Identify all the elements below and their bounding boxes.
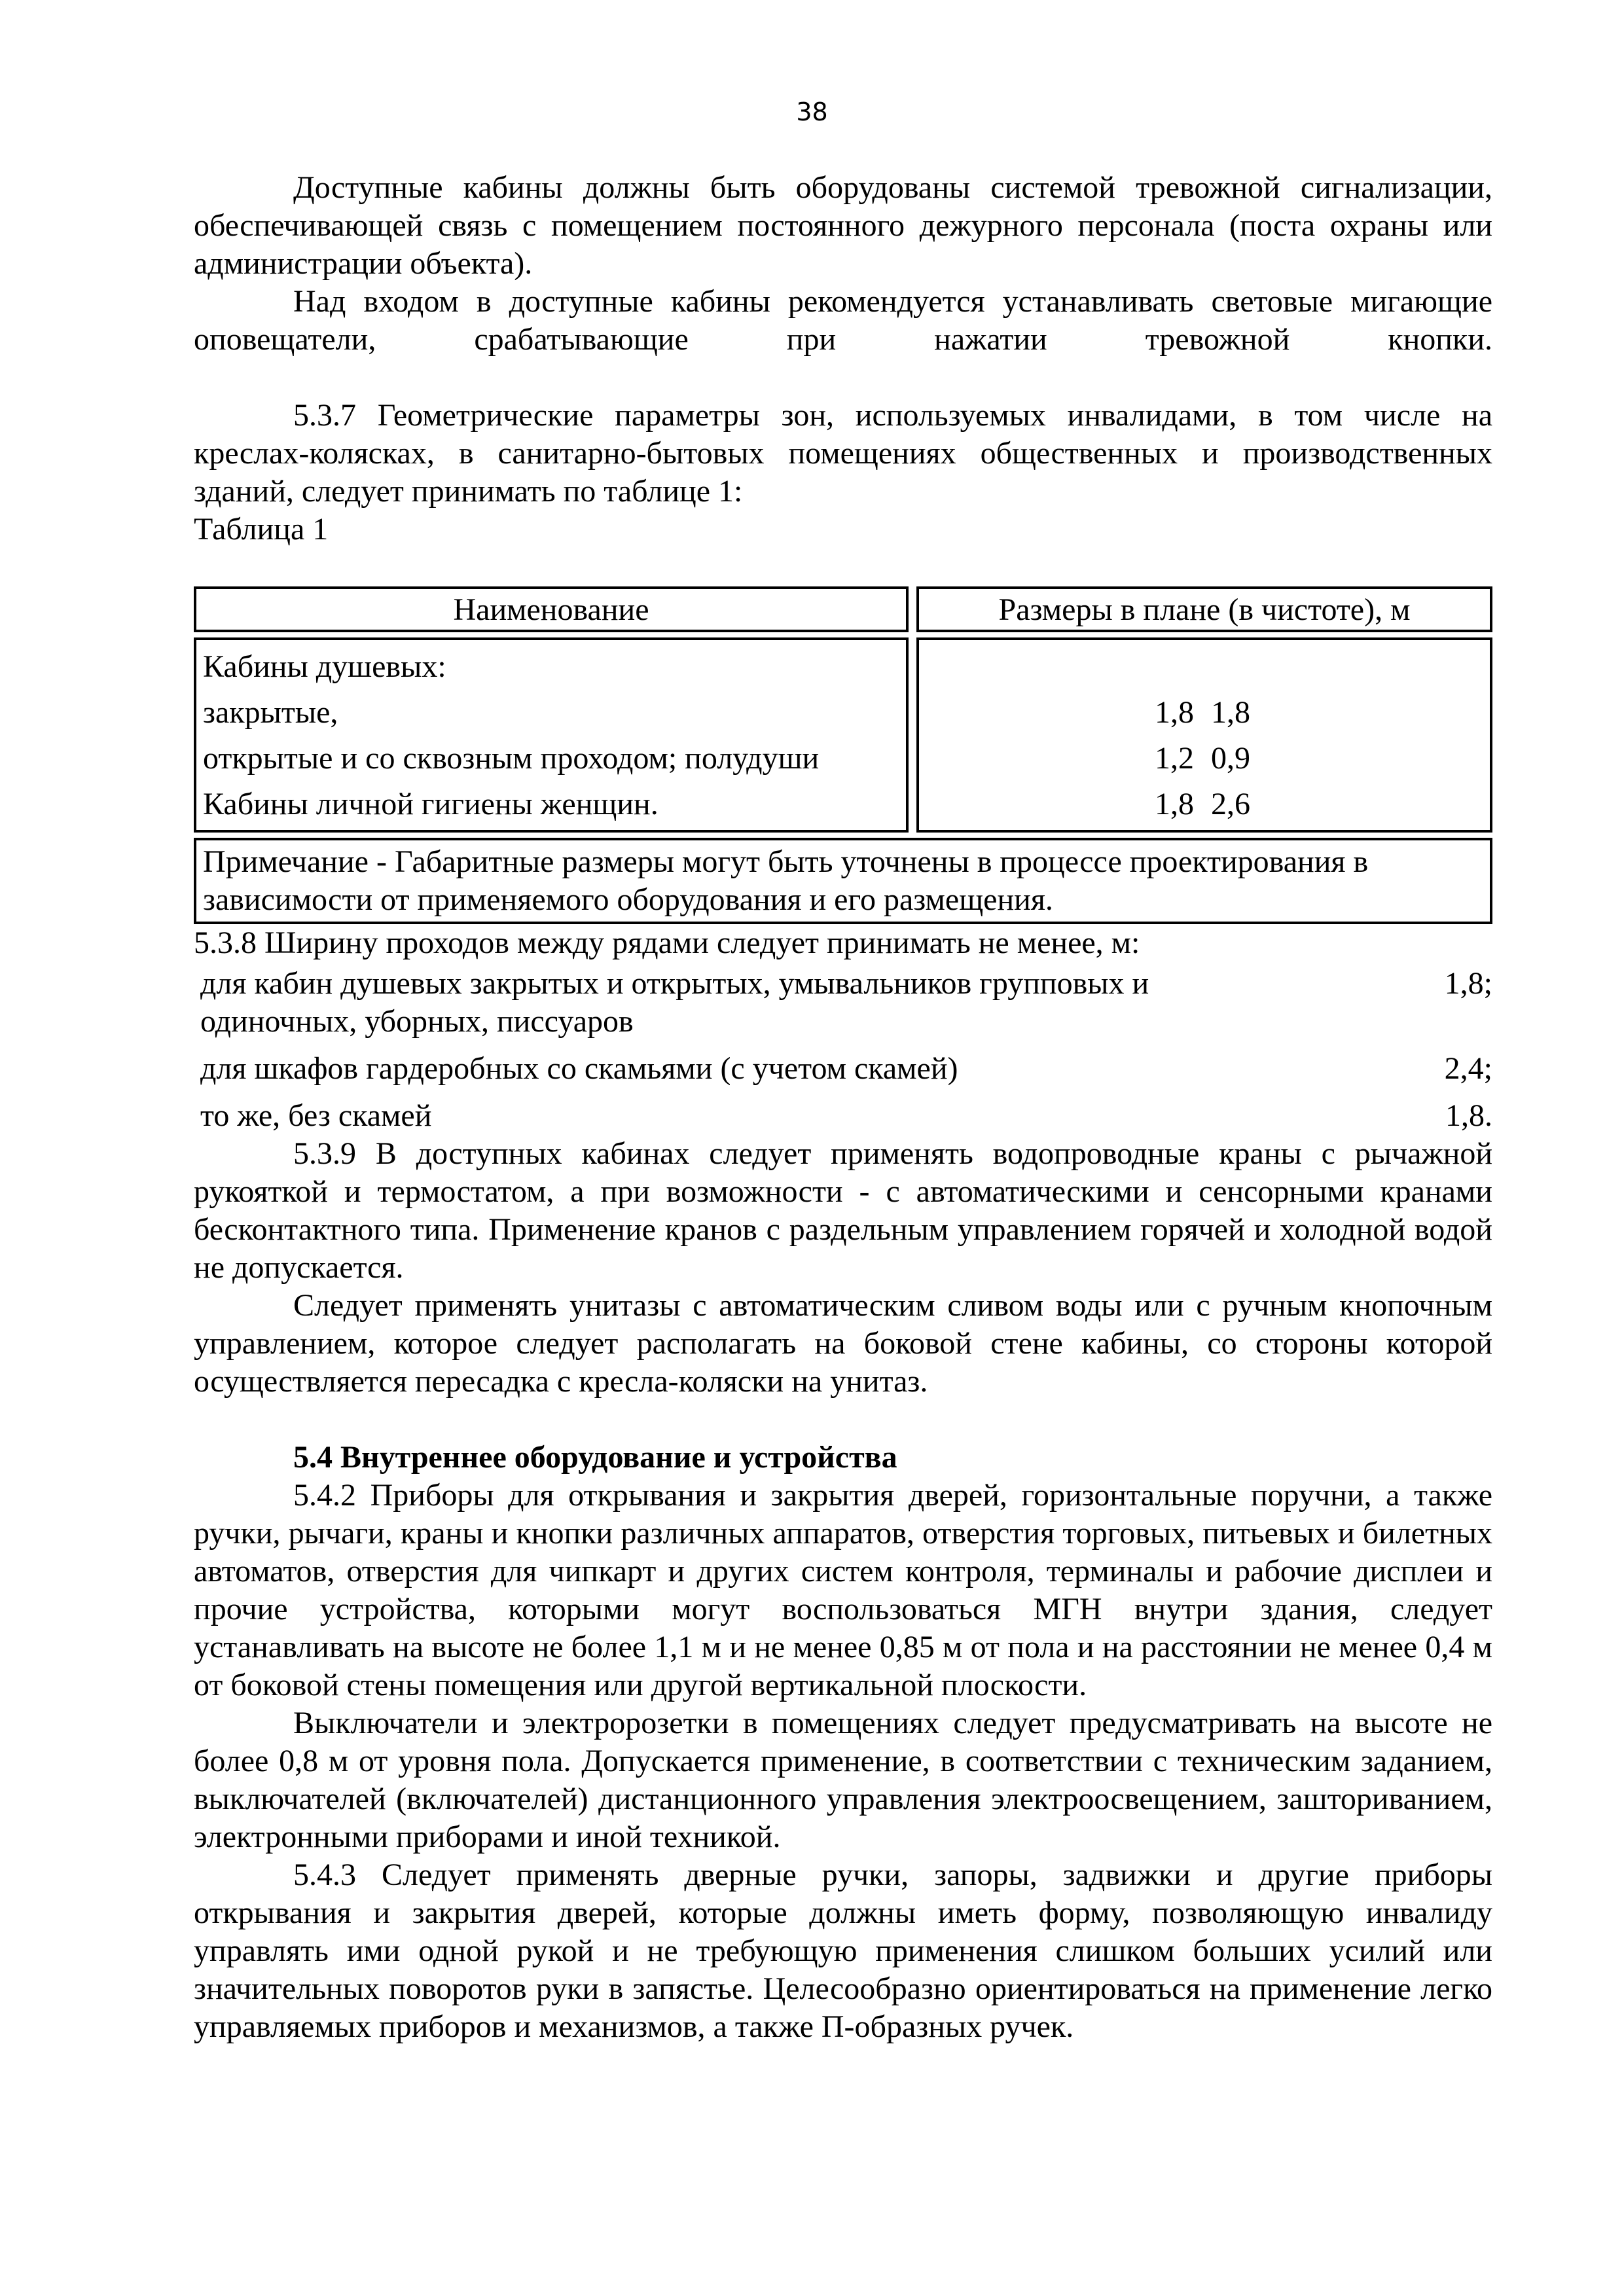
list-item	[194, 965, 1492, 1041]
clause-5-3-9: 5.3.9 В доступных кабинах следует применять водопроводные краны с рычажной рукояткой и термостатом, а при возможности - с автоматическими и сенсорными кранами бесконтактного типа. Применение кранов с раздельным управлением горячей и холодной водой не допускается.	[194, 1136, 1492, 1285]
clause-5-3-8-intro: 5.3.8 Ширину проходов между рядами следует принимать не менее, м:	[194, 925, 1140, 960]
table-header	[194, 586, 1492, 632]
list-item-label: для шкафов гардеробных со скамьями (с учетом скамей)	[200, 1051, 958, 1086]
table-row-size: 1,8 2,6	[1155, 787, 1250, 821]
table-row-size	[926, 644, 1483, 690]
table-body	[194, 637, 1492, 833]
paragraph-switches: Выключатели и электророзетки в помещениях следует предусматривать на высоте не более 0,8 м от уровня пола. Допускается применение, в соответствии с техническим заданием, выключателей (включателей) дистанционного управления электроосвещением, зашториванием, электронными приборами и иной техникой.	[194, 1706, 1492, 1854]
table-names-column	[194, 637, 909, 833]
clause-5-4-2: 5.4.2 Приборы для открывания и закрытия дверей, горизонтальные поручни, а также ручки, рычаги, краны и кнопки различных аппаратов, отверстия торговых, питьевых и билетных автоматов, отверстия для чипкарт и других систем контроля, терминалы и рабочие дисплеи и прочие устройства, которыми могут воспользоваться МГН внутри здания, следует устанавливать на высоте не более 1,1 м и не менее 0,85 м от пола и на расстоянии не менее 0,4 м от боковой стены помещения или другой вертикальной плоскости.	[194, 1478, 1492, 1702]
table-row-name: Кабины душевых:	[203, 649, 446, 684]
table-note: Примечание - Габаритные размеры могут быть уточнены в процессе проектирования в зависимости от применяемого оборудования и его размещения.	[194, 838, 1492, 924]
clause-5-3-7: 5.3.7 Геометрические параметры зон, используемых инвалидами, в том числе на креслах-колясках, в санитарно-бытовых помещениях общественных и производственных зданий, следует принимать по таблице 1:	[194, 398, 1492, 509]
section-heading-5-4: 5.4 Внутреннее оборудование и устройства	[293, 1440, 897, 1475]
list-item-label: то же, без скамей	[200, 1098, 432, 1133]
clause-5-4-3: 5.4.3 Следует применять дверные ручки, запоры, задвижки и другие приборы открывания и закрытия дверей, которые должны иметь форму, позволяющую инвалиду управлять ими одной рукой и не требующую применения слишком больших усилий или значительных поворотов руки в запястье. Целесообразно ориентироваться на применение легко управляемых приборов и механизмов, а также П-образных ручек.	[194, 1857, 1492, 2044]
table-header-name: Наименование	[194, 586, 909, 632]
table-caption: Таблица 1	[194, 512, 329, 547]
table-row-name: Кабины личной гигиены женщин.	[203, 787, 659, 821]
passage-widths-list	[194, 965, 1492, 1135]
page-content	[194, 169, 1492, 2046]
table-1	[194, 586, 1492, 924]
page-number: 38	[796, 98, 828, 126]
table-row-name: закрытые,	[203, 695, 338, 730]
list-item-value: 1,8;	[1444, 966, 1492, 1001]
list-item	[194, 1050, 1492, 1088]
list-item-value: 2,4;	[1444, 1051, 1492, 1086]
list-item-label: для кабин душевых закрытых и открытых, умывальников групповых и одиночных, уборных, писсуаров	[200, 966, 1149, 1039]
paragraph-light-signals: Над входом в доступные кабины рекомендуется устанавливать световые мигающие оповещатели, срабатывающие при нажатии тревожной кнопки.	[194, 284, 1492, 357]
table-sizes-column	[916, 637, 1492, 833]
table-header-size: Размеры в плане (в чистоте), м	[916, 586, 1492, 632]
list-item	[194, 1097, 1492, 1135]
table-row-size: 1,8 1,8	[1155, 695, 1250, 730]
paragraph-alarm: Доступные кабины должны быть оборудованы системой тревожной сигнализации, обеспечивающей связь с помещением постоянного дежурного персонала (поста охраны или администрации объекта).	[194, 170, 1492, 281]
list-item-value: 1,8.	[1445, 1098, 1492, 1133]
table-row-size: 1,2 0,9	[1155, 741, 1250, 776]
table-row-name: открытые и со сквозным проходом; полудуши	[203, 741, 820, 776]
paragraph-toilets: Следует применять унитазы с автоматическим сливом воды или с ручным кнопочным управлением, которое следует располагать на боковой стене кабины, со стороны которой осуществляется пересадка с кресла-коляски на унитаз.	[194, 1288, 1492, 1399]
